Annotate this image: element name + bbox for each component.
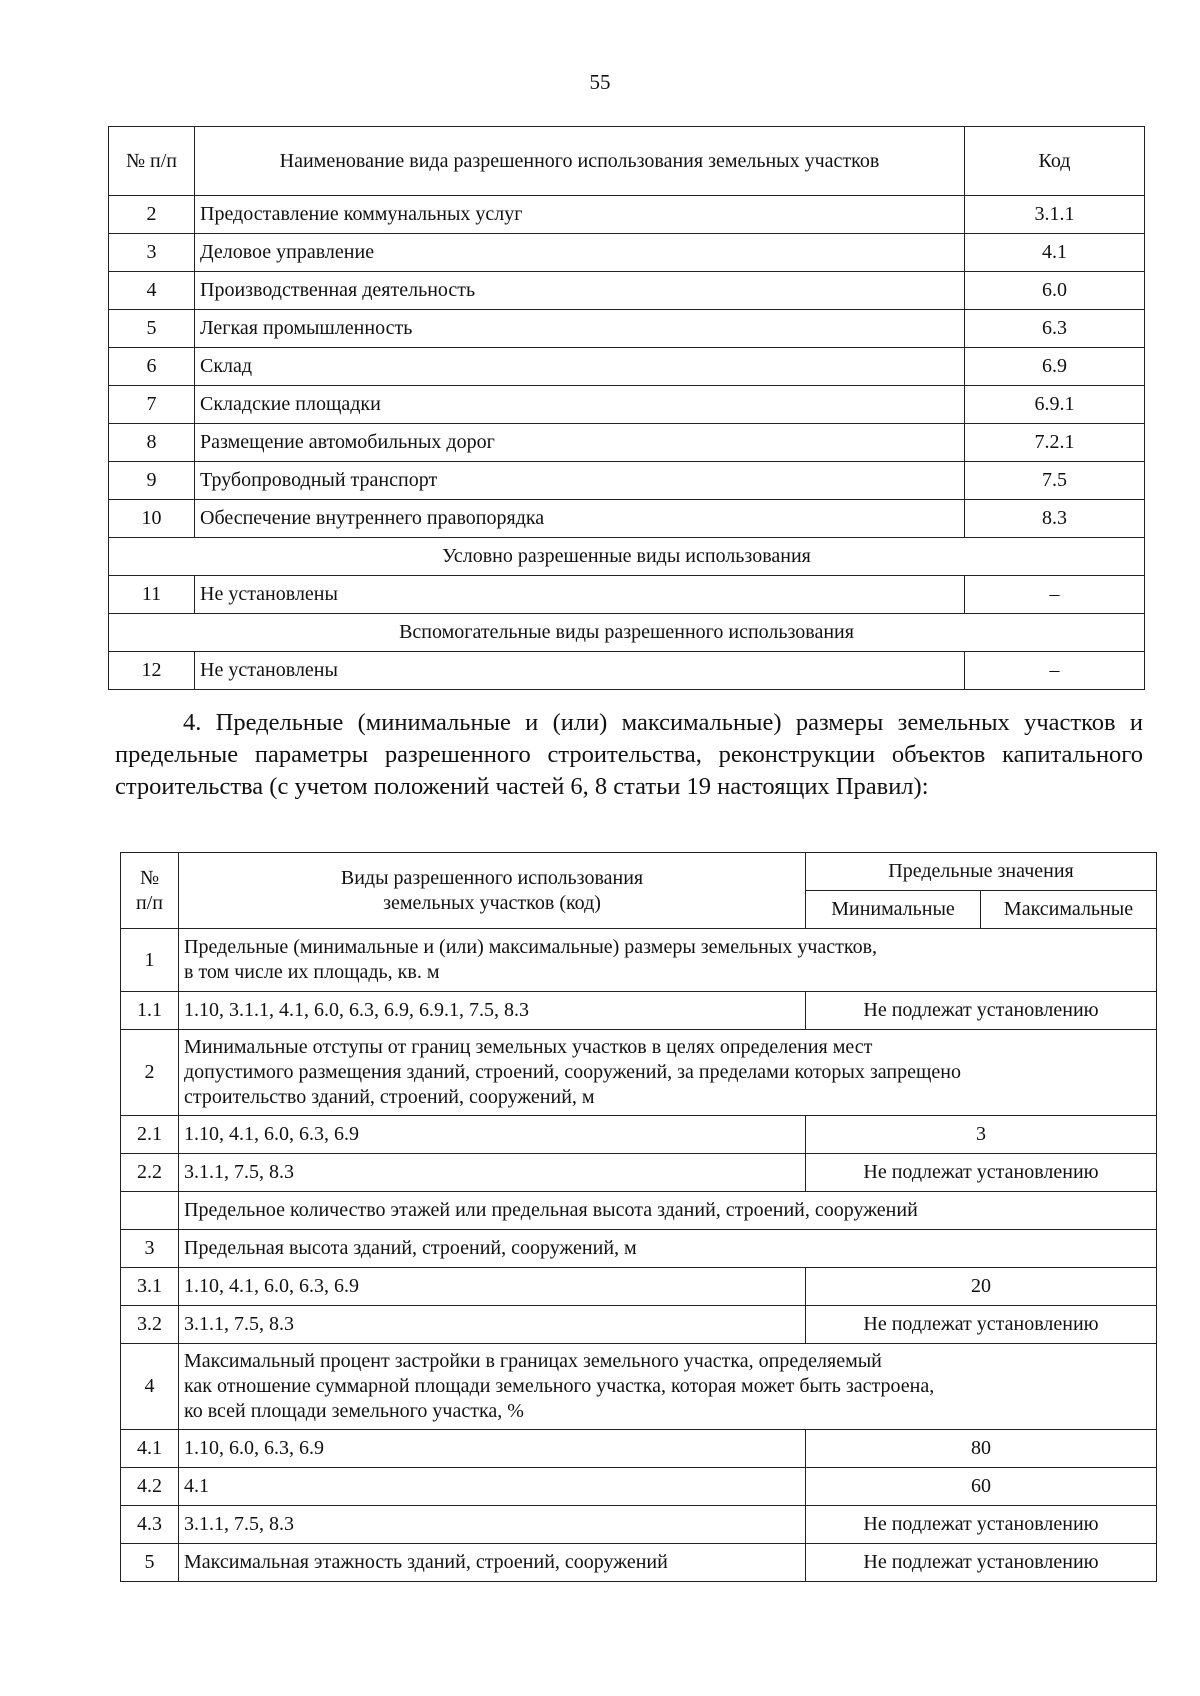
row-value: Не подлежат установлению: [806, 1506, 1157, 1544]
limits-table: [120, 852, 1157, 1582]
table-row: [121, 1030, 1157, 1116]
row-num: 2.2: [121, 1154, 179, 1192]
row-text: Максимальная этажность зданий, строений, сооружений: [179, 1544, 806, 1582]
table-header-row: [109, 127, 1145, 196]
row-num: 1.1: [121, 992, 179, 1030]
row-code: 4.1: [965, 234, 1145, 272]
row-text-line: как отношение суммарной площади земельного участка, которая может быть застроена,: [184, 1375, 935, 1397]
row-num: 5: [121, 1544, 179, 1582]
table-row: [121, 1154, 1157, 1192]
section-row: [109, 614, 1145, 652]
header-kinds-line2: земельных участков (код): [383, 891, 601, 914]
row-codes: 3.1.1, 7.5, 8.3: [179, 1306, 806, 1344]
row-num: 2: [121, 1030, 179, 1116]
row-codes: 1.10, 4.1, 6.0, 6.3, 6.9: [179, 1268, 806, 1306]
table-row: [109, 386, 1145, 424]
row-value: 80: [806, 1430, 1157, 1468]
paragraph-limits: 4. Предельные (минимальные и (или) максимальные) размеры земельных участков и предельные параметры разрешенного строительства, реконструкции объектов капитального строительства (с учетом положений частей 6, 8 статьи 19 настоящих Правил):: [115, 709, 1143, 800]
row-code: 6.3: [965, 310, 1145, 348]
row-code: 7.2.1: [965, 424, 1145, 462]
row-num: 2.1: [121, 1116, 179, 1154]
row-name: Обеспечение внутреннего правопорядка: [195, 500, 965, 538]
header-code: Код: [965, 127, 1145, 196]
table-row: [121, 1544, 1157, 1582]
header-kinds: [179, 853, 806, 929]
row-num: 8: [109, 424, 195, 462]
row-value: Не подлежат установлению: [806, 1544, 1157, 1582]
row-num: 10: [109, 500, 195, 538]
table-row: [109, 196, 1145, 234]
row-num: 4: [121, 1344, 179, 1430]
row-text: Предельная высота зданий, строений, сооружений, м: [179, 1230, 1157, 1268]
row-codes: 4.1: [179, 1468, 806, 1506]
row-num: 4.2: [121, 1468, 179, 1506]
row-num: 7: [109, 386, 195, 424]
row-text-line: Минимальные отступы от границ земельных участков в целях определения мест: [184, 1036, 873, 1058]
row-codes: 1.10, 3.1.1, 4.1, 6.0, 6.3, 6.9, 6.9.1, 7.5, 8.3: [179, 992, 806, 1030]
row-value: 3: [806, 1116, 1157, 1154]
header-num: № п/п: [109, 127, 195, 196]
row-value: Не подлежат установлению: [806, 992, 1157, 1030]
table-row: [121, 1468, 1157, 1506]
row-num: 4.3: [121, 1506, 179, 1544]
row-text-line: допустимого размещения зданий, строений, сооружений, за пределами которых запрещено: [184, 1061, 961, 1083]
row-name: Деловое управление: [195, 234, 965, 272]
row-num: 11: [109, 576, 195, 614]
table-header-row: [121, 853, 1157, 891]
table-row: [109, 462, 1145, 500]
section-row: [109, 538, 1145, 576]
row-value: Не подлежат установлению: [806, 1154, 1157, 1192]
table-row: [121, 992, 1157, 1030]
row-text: [179, 1030, 1157, 1116]
header-max: Максимальные: [981, 891, 1157, 929]
table-row: [121, 1230, 1157, 1268]
row-num: 3: [121, 1230, 179, 1268]
row-codes: 3.1.1, 7.5, 8.3: [179, 1154, 806, 1192]
row-num: 4: [109, 272, 195, 310]
table-row: [109, 500, 1145, 538]
header-num: [121, 853, 179, 929]
row-num-empty: [121, 1192, 179, 1230]
table-row: [109, 272, 1145, 310]
row-num: 3: [109, 234, 195, 272]
row-name: Легкая промышленность: [195, 310, 965, 348]
table-row: [121, 1430, 1157, 1468]
permitted-uses-table: [108, 126, 1145, 690]
header-num-line1: №: [139, 866, 160, 889]
header-limits: Предельные значения: [806, 853, 1157, 891]
row-code: –: [965, 576, 1145, 614]
header-kinds-line1: Виды разрешенного использования: [340, 866, 644, 889]
row-text: [179, 1344, 1157, 1430]
row-code: –: [965, 652, 1145, 690]
row-value: 60: [806, 1468, 1157, 1506]
table-row: [109, 424, 1145, 462]
row-name: Не установлены: [195, 576, 965, 614]
row-num: 1: [121, 929, 179, 992]
row-codes: 3.1.1, 7.5, 8.3: [179, 1506, 806, 1544]
section-auxiliary: Вспомогательные виды разрешенного использования: [109, 614, 1145, 652]
table-row: [121, 1268, 1157, 1306]
row-code: 8.3: [965, 500, 1145, 538]
header-min: Минимальные: [806, 891, 981, 929]
row-codes: 1.10, 6.0, 6.3, 6.9: [179, 1430, 806, 1468]
row-num: 6: [109, 348, 195, 386]
table-row: [121, 1306, 1157, 1344]
row-code: 3.1.1: [965, 196, 1145, 234]
row-value: Не подлежат установлению: [806, 1306, 1157, 1344]
row-num: 9: [109, 462, 195, 500]
row-text: Предельное количество этажей или предельная высота зданий, строений, сооружений: [179, 1192, 1157, 1230]
row-value: 20: [806, 1268, 1157, 1306]
row-num: 2: [109, 196, 195, 234]
row-name: Склад: [195, 348, 965, 386]
row-num: 3.1: [121, 1268, 179, 1306]
row-code: 7.5: [965, 462, 1145, 500]
row-code: 6.9.1: [965, 386, 1145, 424]
table-row: [109, 310, 1145, 348]
row-text-line: в том числе их площадь, кв. м: [184, 961, 440, 983]
row-text-line: Максимальный процент застройки в границах земельного участка, определяемый: [184, 1350, 882, 1372]
header-name: Наименование вида разрешенного использования земельных участков: [195, 127, 965, 196]
row-text-line: Предельные (минимальные и (или) максимальные) размеры земельных участков,: [184, 936, 878, 958]
row-name: Предоставление коммунальных услуг: [195, 196, 965, 234]
row-codes: 1.10, 4.1, 6.0, 6.3, 6.9: [179, 1116, 806, 1154]
table-row: [109, 652, 1145, 690]
row-name: Производственная деятельность: [195, 272, 965, 310]
page-number: 55: [589, 70, 611, 94]
section-conditional: Условно разрешенные виды использования: [109, 538, 1145, 576]
row-num: 3.2: [121, 1306, 179, 1344]
table-row: [121, 1506, 1157, 1544]
table-row: [121, 1116, 1157, 1154]
row-text-line: ко всей площади земельного участка, %: [184, 1400, 524, 1422]
row-text-line: строительство зданий, строений, сооружений, м: [184, 1086, 595, 1108]
row-code: 6.0: [965, 272, 1145, 310]
row-num: 5: [109, 310, 195, 348]
table-row: [109, 234, 1145, 272]
header-num-line2: п/п: [136, 891, 163, 914]
table-row: [121, 1344, 1157, 1430]
row-code: 6.9: [965, 348, 1145, 386]
table-row: [109, 348, 1145, 386]
row-name: Не установлены: [195, 652, 965, 690]
row-text: [179, 929, 1157, 992]
row-name: Складские площадки: [195, 386, 965, 424]
table-row: [121, 929, 1157, 992]
row-name: Размещение автомобильных дорог: [195, 424, 965, 462]
row-num: 4.1: [121, 1430, 179, 1468]
row-name: Трубопроводный транспорт: [195, 462, 965, 500]
table-row: [109, 576, 1145, 614]
table-row: [121, 1192, 1157, 1230]
row-num: 12: [109, 652, 195, 690]
